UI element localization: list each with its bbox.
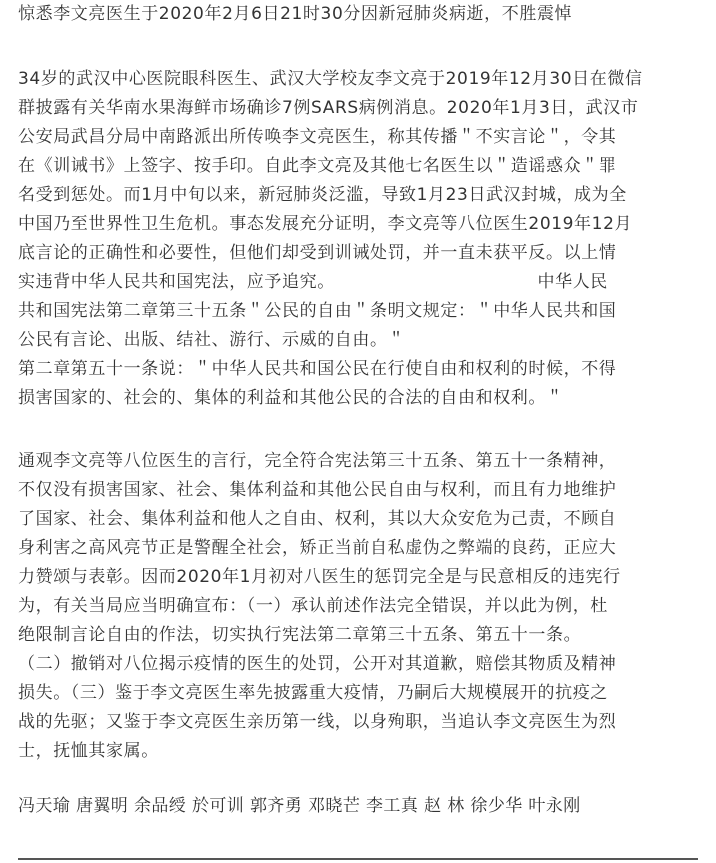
article-body: [18, 0, 698, 821]
text-line: 战的先驱；又鉴于李文亮医生亲历第一线，以身殉职，当追认李文亮医生为烈: [18, 712, 617, 732]
paragraph-spacer: [18, 766, 698, 792]
text-line: 第二章第五十一条说：＂中华人民共和国公民在行使自由和权利的时候，不得: [18, 359, 617, 379]
text-line: 身利害之高风亮节正是警醒全社会，矫正当前自私虚伪之弊端的良药，正应大: [18, 538, 617, 558]
text-line: 通观李文亮等八位医生的言行，完全符合宪法第三十五条、第五十一条精神，: [18, 451, 617, 471]
paragraph-constitution: [18, 65, 698, 413]
text-line: 惊悉李文亮医生于2020年2月6日21时30分因新冠肺炎病逝，不胜震悼: [18, 4, 573, 24]
text-line: 公安局武昌分局中南路派出所传唤李文亮医生，称其传播＂不实言论＂，令其: [18, 127, 617, 147]
text-line: 共和国宪法第二章第三十五条＂公民的自由＂条明文规定：＂中华人民共和国: [18, 301, 617, 321]
text-line: 为，有关当局应当明确宣布：（一）承认前述作法完全错误，并以此为例，杜: [18, 596, 608, 616]
text-line: 公民有言论、出版、结社、游行、示威的自由。＂: [18, 330, 406, 350]
text-line: 士，抚恤其家属。: [18, 741, 159, 761]
text-line: 34岁的武汉中心医院眼科医生、武汉大学校友李文亮于2019年12月30日在微信: [18, 69, 643, 89]
text-line: 中国乃至世界性卫生危机。事态发展充分证明，李文亮等八位医生2019年12月: [18, 214, 633, 234]
text-line: 名受到惩处。而1月中旬以来，新冠肺炎泛滥，导致1月23日武汉封城，成为全: [18, 185, 627, 205]
text-line: 了国家、社会、集体利益和他人之自由、权利，其以大众安危为己责，不顾自: [18, 509, 617, 529]
paragraph-demands: [18, 447, 698, 766]
text-line: 损害国家的、社会的、集体的利益和其他公民的合法的自由和权利。＂: [18, 388, 564, 408]
bottom-divider: [18, 858, 698, 860]
paragraph-spacer: [18, 29, 698, 65]
text-line: 群披露有关华南水果海鲜市场确诊7例SARS病例消息。2020年1月3日，武汉市: [18, 98, 639, 118]
text-line: 实违背中华人民共和国宪法，应予追究。 中华人民: [18, 272, 608, 292]
text-line: 底言论的正确性和必要性，但他们却受到训诫处罚，并一直未获平反。以上情: [18, 243, 617, 263]
text-line: 损失。（三）鉴于李文亮医生率先披露重大疫情，乃嗣后大规模展开的抗疫之: [18, 683, 608, 703]
text-line: 力赞颂与表彰。因而2020年1月初对八医生的惩罚完全是与民意相反的违宪行: [18, 567, 621, 587]
signatories: 冯天瑜 唐翼明 余品绶 於可训 郭齐勇 邓晓芒 李工真 赵 林 徐少华 叶永刚: [18, 796, 581, 816]
text-line: 不仅没有损害国家、社会、集体利益和其他公民自由与权利，而且有力地维护: [18, 480, 617, 500]
paragraph-spacer: [18, 413, 698, 447]
opening-line: [18, 0, 698, 29]
text-line: 在《训诫书》上签字、按手印。自此李文亮及其他七名医生以＂造谣惑众＂罪: [18, 156, 617, 176]
text-line: 绝限制言论自由的作法，切实执行宪法第二章第三十五条、第五十一条。: [18, 625, 582, 645]
text-line: （二）撤销对八位揭示疫情的医生的处罚，公开对其道歉，赔偿其物质及精神: [18, 654, 617, 674]
